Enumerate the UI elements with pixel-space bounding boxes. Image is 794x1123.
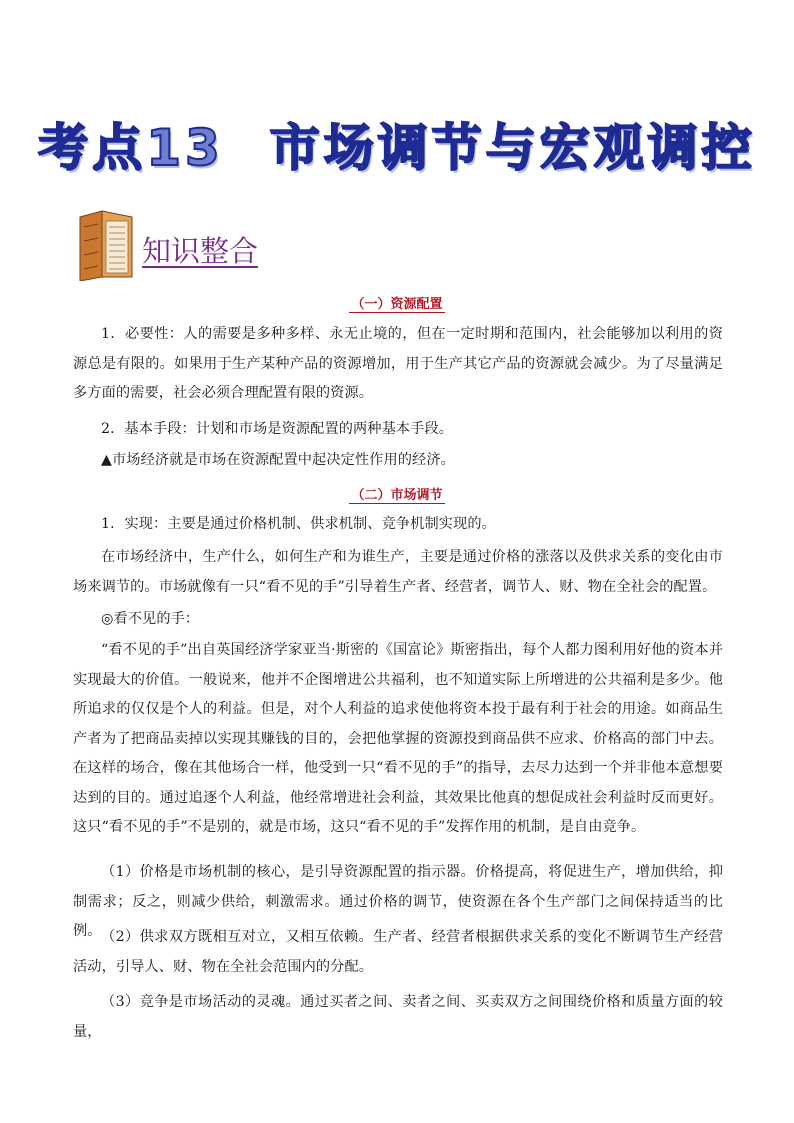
paragraph-necessity: 1．必要性：人的需要是多种多样、永无止境的，但在一定时期和范围内，社会能够加以利用的资源总是有限的。如果用于生产某种产品的资源增加，用于生产其它产品的资源就会减少。为了尽量满足多方面的需要，社会必须合理配置有限的资源。 (73, 326, 723, 401)
paragraph-basic-means: 2．基本手段：计划和市场是资源配置的两种基本手段。 (101, 421, 454, 437)
paragraph-supply-demand: （2）供求双方既相互对立，又相互依赖。生产者、经营者根据供求关系的变化不断调节生产经营活动，引导人、财、物在全社会范围内的分配。 (73, 929, 723, 975)
book-icon (76, 207, 138, 281)
paragraph-invisible-hand-heading: ◎看不见的手： (101, 611, 200, 627)
heading-resource-allocation: （一）资源配置 (351, 297, 443, 312)
heading-market-regulation: （二）市场调节 (351, 488, 443, 503)
paragraph-invisible-hand: “看不见的手”出自英国经济学家亚当·斯密的《国富论》斯密指出，每个人都力图利用好他的资本并实现最大的价值。一般说来，他并不企图增进公共福利，也不知道实际上所增进的公共福利是多少。他所追求的仅仅是个人的利益。但是，对个人利益的追求使他将资本投于最有利于社会的用途。如商品生产者为了把商品卖掉以实现其赚钱的目的，会把他掌握的资源投到商品供不应求、价格高的部门中去。在这样的场合，像在其他场合一样，他受到一只“看不见的手”的指导，去尽力达到一个并非他本意想要达到的目的。通过追逐个人利益，他经常增进社会利益，其效果比他真的想促成社会利益时反而更好。这只“看不见的手”不是别的，就是市场，这只“看不见的手”发挥作用的机制，是自由竞争。 (73, 642, 723, 835)
page-title (0, 108, 794, 180)
paragraph-price: （1）价格是市场机制的核心，是引导资源配置的指示器。价格提高，将促进生产，增加供给，抑制需求；反之，则减少供给，刺激需求。通过价格的调节，使资源在各个生产部门之间保持适当的比例。 (73, 864, 723, 939)
paragraph-market-economy: ▲市场经济就是市场在资源配置中起决定性作用的经济。 (101, 452, 455, 468)
paragraph-competition: （3）竞争是市场活动的灵魂。通过买者之间、卖者之间、买卖双方之间围绕价格和质量方面的较量， (73, 994, 723, 1040)
paragraph-market-economy-detail: 在市场经济中，生产什么，如何生产和为谁生产，主要是通过价格的涨落以及供求关系的变化由市场来调节的。市场就像有一只“看不见的手”引导着生产者、经营者，调节人、财、物在全社会的配置。 (73, 549, 723, 595)
section-banner (76, 207, 276, 283)
title-main: 市场调节与宏观调控 (269, 119, 756, 177)
paragraph-implementation: 1．实现：主要是通过价格机制、供求机制、竞争机制实现的。 (101, 516, 496, 532)
section-label: 知识整合 (142, 234, 259, 268)
title-prefix: 考点13 (38, 119, 224, 177)
